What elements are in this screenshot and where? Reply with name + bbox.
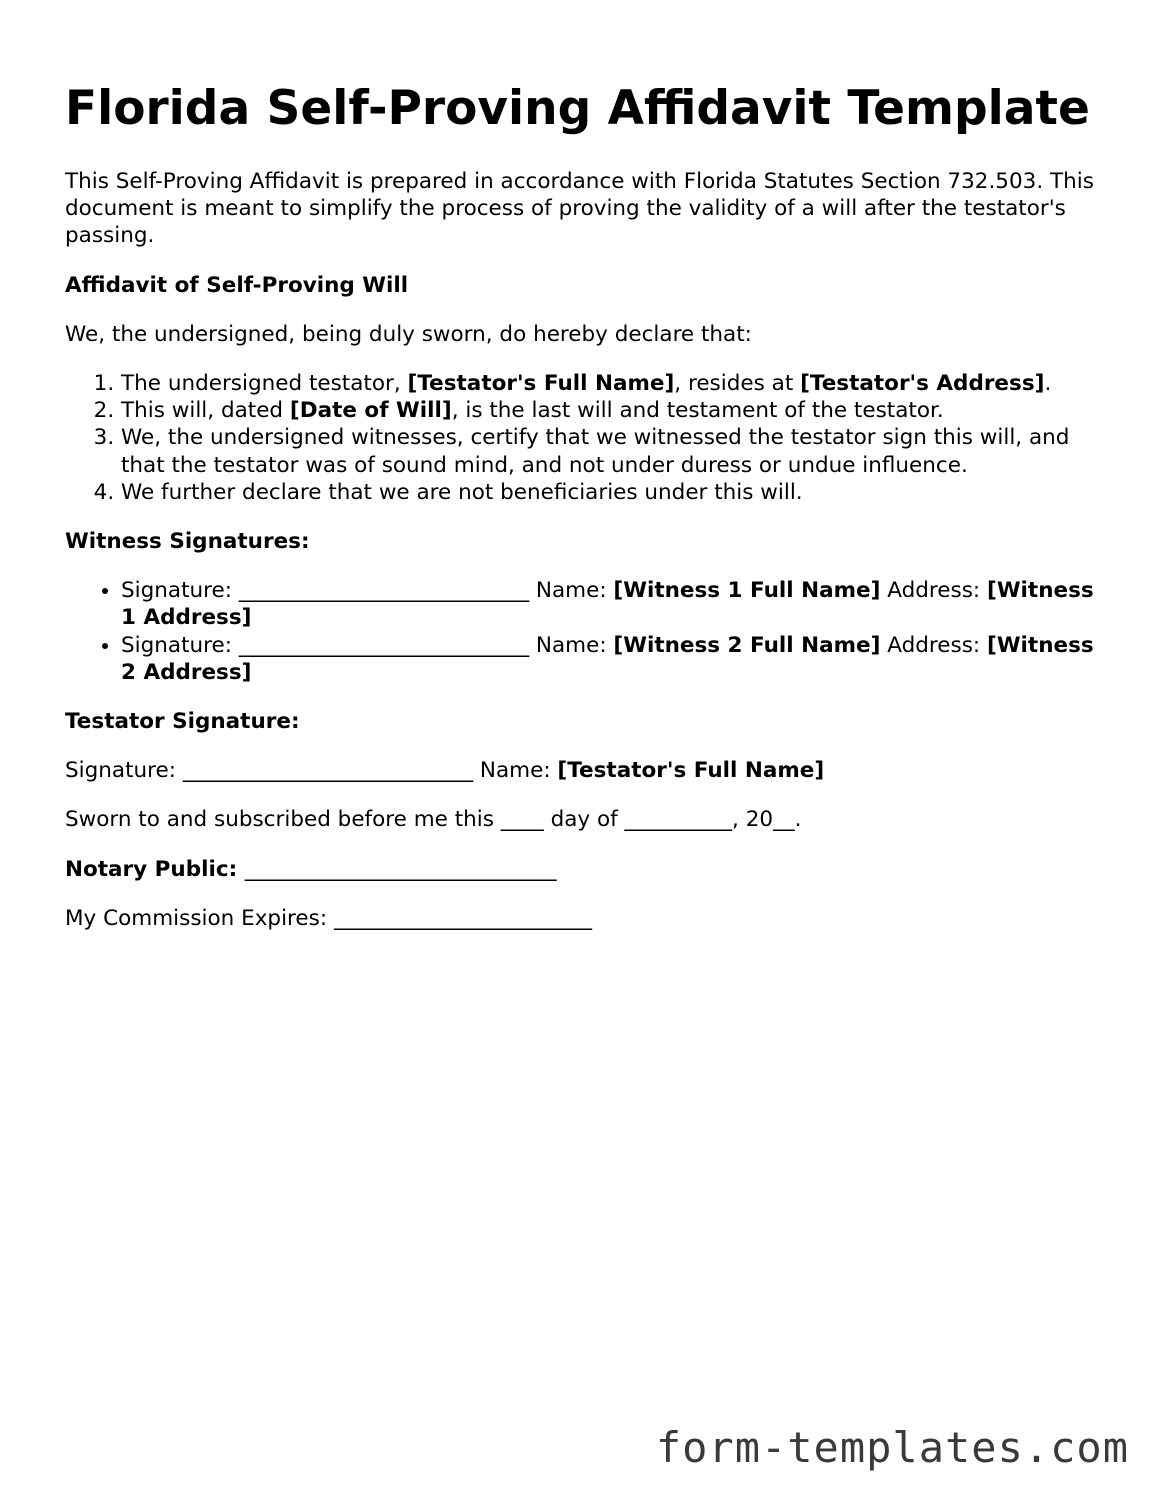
clause-2: 2. This will, dated [Date of Will], is the last will and testament of the testator. [121, 397, 1105, 424]
witness-item: • Signature: ___________________________ Name: [Witness 2 Full Name] Address: [Witness 2 Address] [121, 632, 1105, 686]
document-title: Florida Self-Proving Affidavit Template [65, 81, 1090, 136]
testator-signature-line: ___________________________ [182, 758, 474, 784]
clause-1: 1. The undersigned testator, [Testator's Full Name], resides at [Testator's Address]. [121, 370, 1105, 397]
witness-signature-line: ___________________________ [238, 578, 530, 604]
testator-address-placeholder: [Testator's Address] [800, 371, 1045, 397]
notary-signature-line: _____________________________ [244, 856, 557, 882]
witness-heading: Witness Signatures: [65, 529, 310, 555]
notary-label: Notary Public: [65, 856, 245, 882]
commission-line: ________________________ [333, 905, 592, 931]
witness-signature-line: ___________________________ [238, 632, 530, 658]
commission-label: My Commission Expires: [65, 905, 334, 931]
declaration-text: We, the undersigned, being duly sworn, do hereby declare that: [65, 321, 752, 347]
testator-signature-row: Signature: ___________________________ Name: [Testator's Full Name] [65, 758, 825, 784]
witness-name-placeholder: [Witness 2 Full Name] [613, 632, 881, 658]
testator-heading: Testator Signature: [65, 709, 300, 735]
commission-row [65, 905, 1105, 932]
testator-name-placeholder: [Testator's Full Name] [407, 371, 675, 397]
witness-address-placeholder: [Witness 2 Address] [121, 632, 1094, 685]
sworn-statement: Sworn to and subscribed before me this ____ day of __________, 20__. [65, 807, 802, 833]
witness-name-placeholder: [Witness 1 Full Name] [613, 578, 881, 604]
will-date-placeholder: [Date of Will] [289, 398, 452, 424]
intro-paragraph: This Self-Proving Affidavit is prepared in accordance with Florida Statutes Section 732.503. This document is meant to simplify the process of proving the validity of a will after the testator's passing. [65, 169, 1094, 249]
document-page [65, 80, 1105, 954]
testator-name-field: [Testator's Full Name] [557, 758, 825, 784]
notary-row [65, 856, 1105, 883]
watermark: form-templates.com [655, 1423, 1129, 1472]
witness-item: • Signature: ___________________________ Name: [Witness 1 Full Name] Address: [Witness 1 Address] [121, 577, 1105, 631]
witness-list [65, 577, 1105, 686]
section-title: Affidavit of Self-Proving Will [65, 272, 409, 298]
witness-address-placeholder: [Witness 1 Address] [121, 578, 1094, 631]
declaration-clauses [65, 370, 1105, 506]
clause-4: 4. We further declare that we are not beneficiaries under this will. [121, 479, 1105, 506]
clause-3: 3. We, the undersigned witnesses, certify that we witnessed the testator sign this will, and that the testator was of sound mind, and not under duress or undue influence. [121, 424, 1105, 478]
